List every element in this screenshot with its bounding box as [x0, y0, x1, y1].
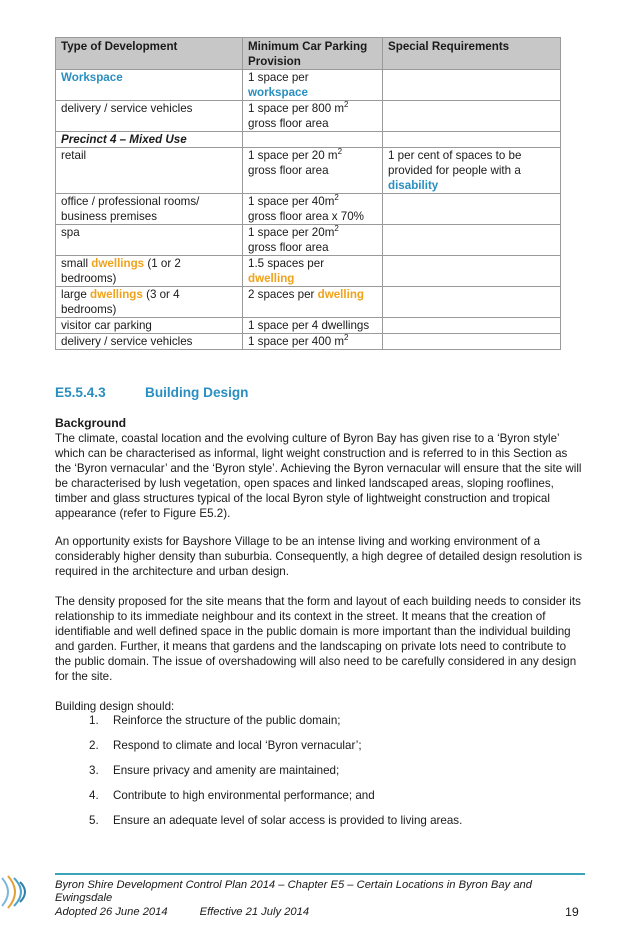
- cell-text: 1.5 spaces per: [248, 257, 325, 270]
- list-item: [55, 788, 585, 813]
- table-header-row: [56, 38, 561, 70]
- paragraph: An opportunity exists for Bayshore Village to be an intense living and working environment of a considerably higher density than suburbia. Consequently, a high degree of detailed design resolution is required in the architecture and urban design.: [55, 535, 582, 578]
- workspace-link[interactable]: Workspace: [61, 71, 123, 84]
- empty-cell: [383, 334, 561, 350]
- cell-text: (3 or 4 bedrooms): [61, 288, 180, 316]
- cell-text: retail: [56, 148, 243, 194]
- footer-dates: [55, 906, 309, 919]
- superscript: 2: [344, 100, 349, 110]
- cell-text: 1 space per 20 m: [248, 149, 338, 162]
- list-item: [55, 813, 585, 838]
- precinct-subheading: Precinct 4 – Mixed Use: [56, 132, 243, 148]
- table-row: [56, 148, 561, 194]
- cell-text: delivery / service vehicles: [56, 101, 243, 132]
- table-row: [56, 225, 561, 256]
- cell-text: 1 space per 40m: [248, 195, 335, 208]
- list-text: Ensure an adequate level of solar access is provided to living areas.: [113, 814, 463, 827]
- dwellings-link[interactable]: dwellings: [91, 257, 145, 270]
- cell-text: visitor car parking: [56, 318, 243, 334]
- section-heading: [55, 384, 248, 402]
- superscript: 2: [334, 224, 339, 234]
- table-row: [56, 318, 561, 334]
- section-title: Building Design: [145, 385, 249, 400]
- empty-cell: [383, 256, 561, 287]
- list-text: Ensure privacy and amenity are maintained;: [113, 764, 340, 777]
- list-number: 2.: [89, 739, 99, 752]
- list-intro: [55, 699, 585, 714]
- empty-cell: [243, 132, 383, 148]
- empty-cell: [383, 70, 561, 101]
- footer-title: Byron Shire Development Control Plan 2014 – Chapter E5 – Certain Locations in Byron Bay and Ewingsdale: [55, 879, 532, 904]
- list-number: 4.: [89, 789, 99, 802]
- superscript: 2: [334, 193, 339, 203]
- cell-text: gross floor area: [248, 241, 329, 254]
- list-text: Respond to climate and local ‘Byron vernacular’;: [113, 739, 362, 752]
- cell-text: 1 per cent of spaces to be provided for people with a: [388, 149, 522, 177]
- list-item: [55, 763, 585, 788]
- header-type: Type of Development: [56, 38, 243, 70]
- paragraph-block: [55, 534, 585, 579]
- cell-text: 1 space per 4 dwellings: [243, 318, 383, 334]
- table-row: [56, 256, 561, 287]
- cell-text: 1 space per 400 m: [248, 335, 345, 348]
- header-min-parking: Minimum Car Parking Provision: [243, 38, 383, 70]
- cell-text: gross floor area: [248, 164, 329, 177]
- table-row: [56, 287, 561, 318]
- superscript: 2: [344, 333, 349, 343]
- design-criteria-list: [55, 713, 585, 838]
- cell-text: spa: [56, 225, 243, 256]
- effective-date: Effective 21 July 2014: [199, 906, 310, 918]
- section-number: E5.5.4.3: [55, 385, 106, 400]
- table-row: [56, 132, 561, 148]
- cell-text: (1 or 2 bedrooms): [61, 257, 181, 285]
- cell-text: gross floor area: [248, 117, 329, 130]
- footer-rule: [55, 873, 585, 875]
- cell-text: office / professional rooms/ business premises: [56, 194, 243, 225]
- list-item: [55, 738, 585, 763]
- parking-table: [55, 37, 561, 350]
- empty-cell: [383, 318, 561, 334]
- byron-shire-logo-icon: [0, 872, 34, 912]
- list-intro-text: Building design should:: [55, 700, 175, 713]
- cell-text: 1 space per: [248, 71, 309, 84]
- table-row: [56, 70, 561, 101]
- dwellings-link[interactable]: dwellings: [90, 288, 143, 301]
- adopted-date: Adopted 26 June 2014: [55, 906, 168, 918]
- list-number: 5.: [89, 814, 99, 827]
- cell-text: small: [61, 257, 89, 270]
- dwelling-link[interactable]: dwelling: [317, 288, 364, 301]
- list-text: Reinforce the structure of the public domain;: [113, 714, 341, 727]
- empty-cell: [383, 194, 561, 225]
- page-number: 19: [565, 905, 579, 919]
- workspace-link[interactable]: workspace: [248, 86, 308, 99]
- empty-cell: [383, 287, 561, 318]
- list-text: Contribute to high environmental performance; and: [113, 789, 375, 802]
- table-row: [56, 101, 561, 132]
- cell-text: large: [61, 288, 87, 301]
- table-row: [56, 334, 561, 350]
- superscript: 2: [337, 147, 343, 157]
- cell-text: 1 space per 800 m: [248, 102, 345, 115]
- empty-cell: [383, 132, 561, 148]
- cell-text: gross floor area x 70%: [248, 210, 364, 223]
- paragraph-block: [55, 594, 585, 684]
- list-number: 3.: [89, 764, 99, 777]
- dwelling-link[interactable]: dwelling: [248, 272, 295, 285]
- background-heading: Background: [55, 416, 127, 430]
- paragraph: The climate, coastal location and the evolving culture of Byron Bay has given rise to a ‘Byron style’ which can be characterised as informal, light weight construction and is referred to in this Section as the ‘Byron vernacular’ and the ‘Byron style’. Achieving the Byron vernacular will ensure that the site will be characterised by lush vegetation, open spaces and linked landscaped areas, sloping rooflines, timber and glass structures typical of the local Byron style of lightweight construction and tropical appearance (refer to Figure E5.2).: [55, 432, 582, 520]
- empty-cell: [383, 225, 561, 256]
- paragraph: The density proposed for the site means that the form and layout of each building needs to consider its relationship to its immediate neighbour and its context in the street. It means that the creation of identifiable and well defined space in the public domain is more important than the individual building and garden. Further, it means that gardens and the landscaping on private lots need to contribute to the public domain. The issue of overshadowing will also need to be carefully considered in any design for the site.: [55, 595, 581, 683]
- background-block: [55, 416, 585, 521]
- list-item: [55, 713, 585, 738]
- empty-cell: [383, 101, 561, 132]
- cell-text: delivery / service vehicles: [56, 334, 243, 350]
- table-row: [56, 194, 561, 225]
- list-number: 1.: [89, 714, 99, 727]
- cell-text: 1 space per 20m: [248, 226, 335, 239]
- cell-text: 2 spaces per: [248, 288, 315, 301]
- disability-link[interactable]: disability: [388, 179, 439, 192]
- header-special: Special Requirements: [383, 38, 561, 70]
